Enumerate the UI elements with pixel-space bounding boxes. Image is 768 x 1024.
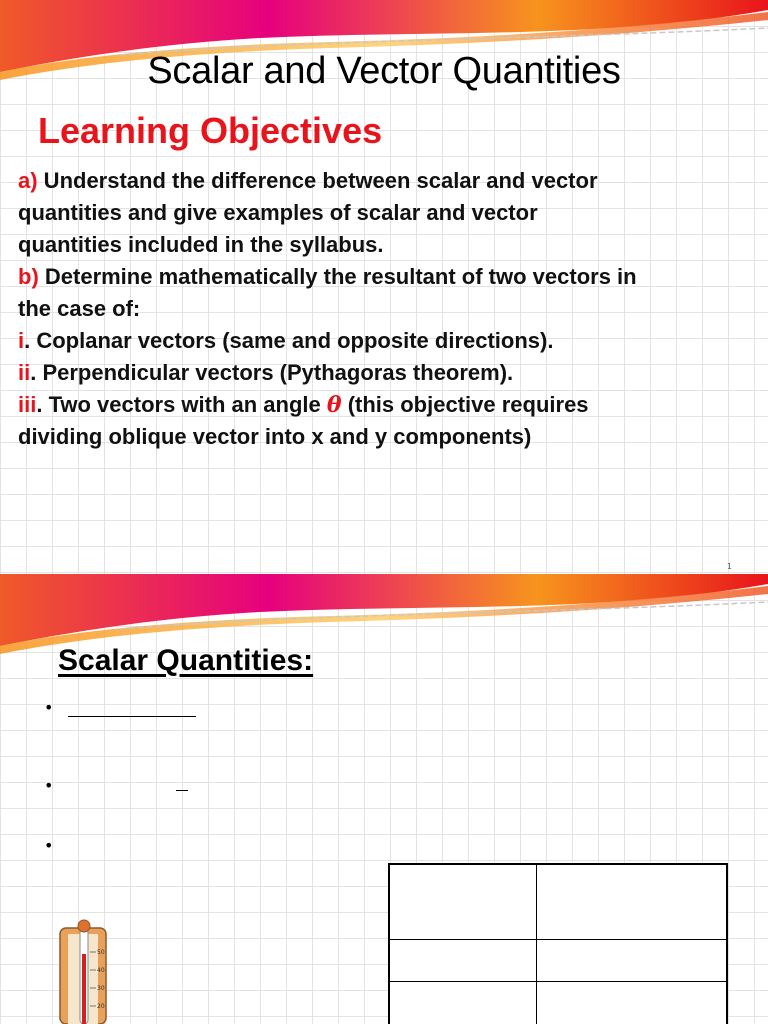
thermometer-mark: 30 — [97, 985, 105, 992]
table-column-divider — [536, 865, 537, 1024]
objectives-list — [18, 165, 758, 453]
objective-text: (this objective requires — [341, 392, 589, 417]
objective-text: dividing oblique vector into x and y components) — [18, 424, 532, 449]
objective-line — [18, 261, 758, 293]
objective-text: quantities included in the syllabus. — [18, 232, 384, 257]
objective-text: Determine mathematically the resultant of two vectors in — [38, 264, 637, 289]
page-number: 1 — [726, 562, 732, 571]
table-row-divider — [390, 981, 726, 982]
theta-symbol: θ — [326, 392, 342, 418]
objective-text: . Coplanar vectors (same and opposite directions). — [24, 328, 554, 353]
blank-line — [68, 716, 196, 717]
objective-line — [18, 197, 758, 229]
thermometer-mark: 50 — [97, 949, 105, 956]
bullet-point: • — [44, 698, 54, 717]
objective-line — [18, 229, 758, 261]
slide-2 — [0, 574, 768, 1024]
section-heading: Scalar Quantities: — [58, 644, 314, 677]
thermometer-icon — [56, 914, 126, 1024]
objective-text: . Perpendicular vectors (Pythagoras theorem). — [30, 360, 514, 385]
objective-marker: ii — [18, 360, 31, 385]
objective-marker: iii — [18, 392, 37, 417]
bullet-point: • — [44, 776, 54, 795]
objective-line — [18, 389, 758, 421]
objective-text: . Two vectors with an angle — [36, 392, 327, 417]
objective-line — [18, 293, 758, 325]
objective-text: Understand the difference between scalar and vector — [37, 168, 598, 193]
objective-line — [18, 165, 758, 197]
objective-marker: b) — [18, 264, 39, 289]
objective-marker: i — [18, 328, 25, 353]
page-title: Scalar and Vector Quantities — [147, 50, 621, 92]
slide-2-banner — [0, 574, 768, 654]
objective-marker: a) — [18, 168, 38, 193]
table-row-divider — [390, 939, 726, 940]
objective-text: quantities and give examples of scalar and vector — [18, 200, 538, 225]
thermometer-mark: 40 — [97, 967, 105, 974]
objective-text: the case of: — [18, 296, 141, 321]
thermometer-mark: 20 — [97, 1003, 105, 1010]
section-subtitle: Learning Objectives — [38, 110, 383, 151]
objective-line — [18, 325, 758, 357]
blank-line — [176, 790, 188, 791]
bullet-point: • — [44, 836, 54, 855]
blank-table — [388, 863, 728, 1024]
objective-line — [18, 357, 758, 389]
objective-line — [18, 421, 758, 453]
